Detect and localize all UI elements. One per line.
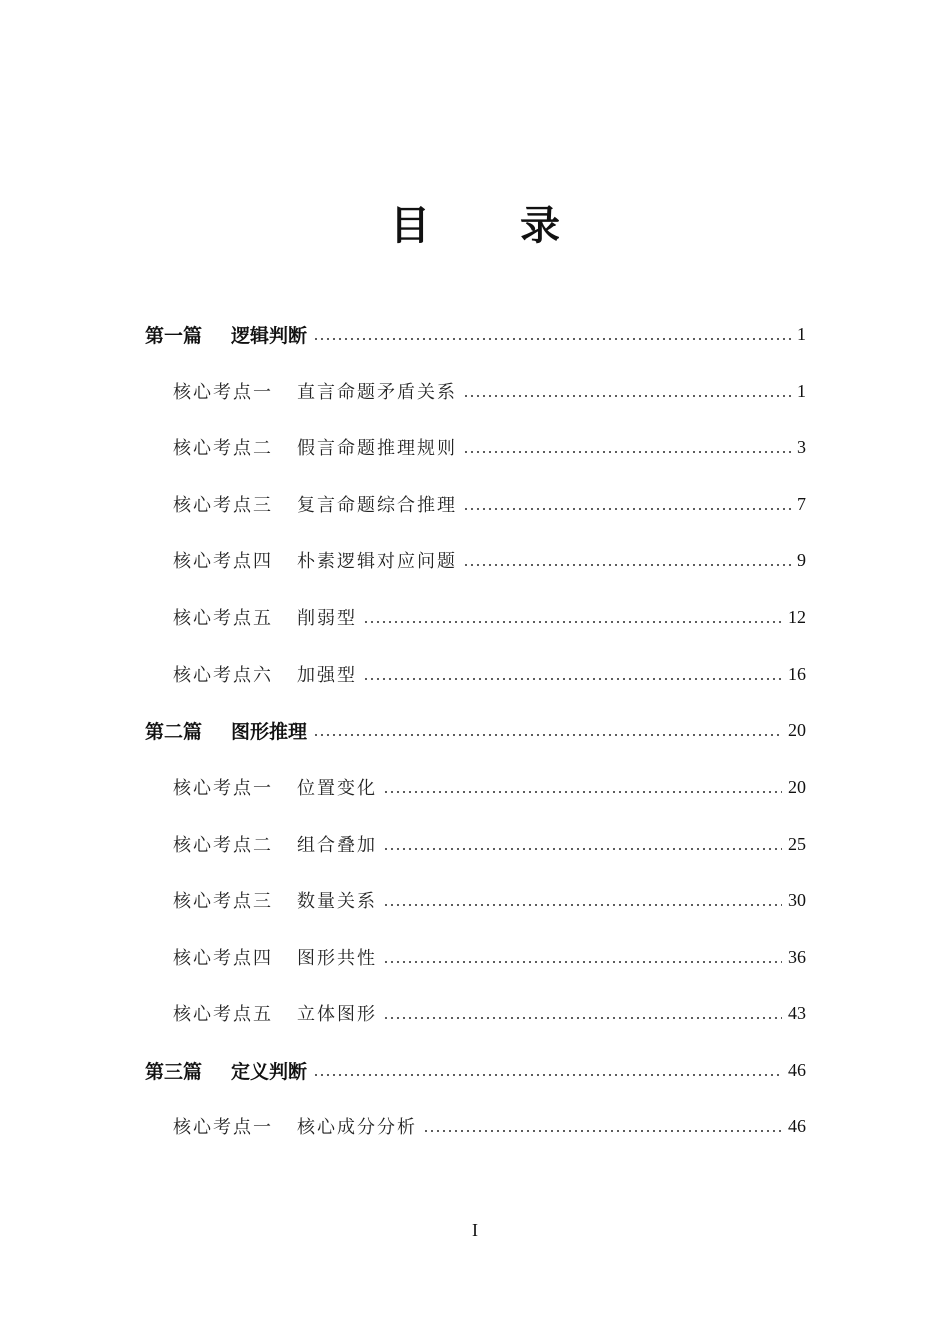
part-name: 图形推理 [231, 720, 308, 743]
toc-part-3[interactable] [145, 1055, 806, 1085]
dot-leader [313, 338, 791, 340]
part-label: 第三篇 [145, 1060, 203, 1083]
toc-point[interactable] [173, 829, 806, 859]
point-name: 核心成分分析 [297, 1117, 417, 1138]
dot-leader [383, 1017, 782, 1019]
toc-point[interactable] [173, 489, 806, 519]
point-label: 核心考点一 [173, 778, 273, 799]
page-title: 目 录 [390, 203, 598, 249]
point-label: 核心考点四 [173, 551, 273, 572]
dot-leader [463, 395, 791, 397]
point-name: 数量关系 [297, 891, 377, 912]
point-name: 组合叠加 [297, 835, 377, 856]
point-name: 削弱型 [297, 608, 357, 629]
part-label: 第二篇 [145, 720, 203, 743]
point-label: 核心考点二 [173, 438, 273, 459]
page-number: 20 [788, 719, 806, 740]
point-name: 图形共性 [297, 948, 377, 969]
dot-leader [463, 451, 791, 453]
point-label: 核心考点一 [173, 382, 273, 403]
point-label: 核心考点三 [173, 495, 273, 516]
toc-point[interactable] [173, 545, 806, 575]
page-number: 16 [788, 663, 806, 684]
page-number: 1 [797, 380, 806, 401]
footer-page-number: I [472, 1220, 478, 1240]
point-label: 核心考点一 [173, 1117, 273, 1138]
toc-point[interactable] [173, 772, 806, 802]
dot-leader [463, 508, 791, 510]
dot-leader [363, 678, 782, 680]
part-name: 逻辑判断 [231, 324, 308, 347]
page-number: 7 [797, 493, 806, 514]
point-name: 直言命题矛盾关系 [297, 382, 457, 403]
page-number: 9 [797, 549, 806, 570]
point-name: 位置变化 [297, 778, 377, 799]
toc-point[interactable] [173, 1111, 806, 1141]
toc-part-1[interactable] [145, 319, 806, 349]
page-number: 30 [788, 889, 806, 910]
point-name: 朴素逻辑对应问题 [297, 551, 457, 572]
dot-leader [313, 734, 782, 736]
point-label: 核心考点三 [173, 891, 273, 912]
toc-point[interactable] [173, 602, 806, 632]
toc-point[interactable] [173, 659, 806, 689]
dot-leader [383, 791, 782, 793]
page-number: 12 [788, 606, 806, 627]
page-number: 43 [788, 1002, 806, 1023]
point-label: 核心考点五 [173, 1004, 273, 1025]
dot-leader [463, 564, 791, 566]
part-label: 第一篇 [145, 324, 203, 347]
page-number: 46 [788, 1115, 806, 1136]
dot-leader [423, 1130, 782, 1132]
dot-leader [383, 961, 782, 963]
page-number: 36 [788, 946, 806, 967]
point-name: 立体图形 [297, 1004, 377, 1025]
point-name: 复言命题综合推理 [297, 495, 457, 516]
page-number: 20 [788, 776, 806, 797]
toc-point[interactable] [173, 942, 806, 972]
dot-leader [363, 621, 782, 623]
toc-point[interactable] [173, 432, 806, 462]
dot-leader [313, 1074, 782, 1076]
page-number: 3 [797, 436, 806, 457]
point-label: 核心考点二 [173, 835, 273, 856]
page-number: 1 [797, 323, 806, 344]
toc-point[interactable] [173, 885, 806, 915]
toc-point[interactable] [173, 376, 806, 406]
toc-point[interactable] [173, 998, 806, 1028]
dot-leader [383, 848, 782, 850]
page-number: 25 [788, 833, 806, 854]
toc-part-2[interactable] [145, 715, 806, 745]
page-number: 46 [788, 1059, 806, 1080]
point-name: 加强型 [297, 665, 357, 686]
dot-leader [383, 904, 782, 906]
point-label: 核心考点六 [173, 665, 273, 686]
part-name: 定义判断 [231, 1060, 308, 1083]
point-name: 假言命题推理规则 [297, 438, 457, 459]
point-label: 核心考点四 [173, 948, 273, 969]
point-label: 核心考点五 [173, 608, 273, 629]
